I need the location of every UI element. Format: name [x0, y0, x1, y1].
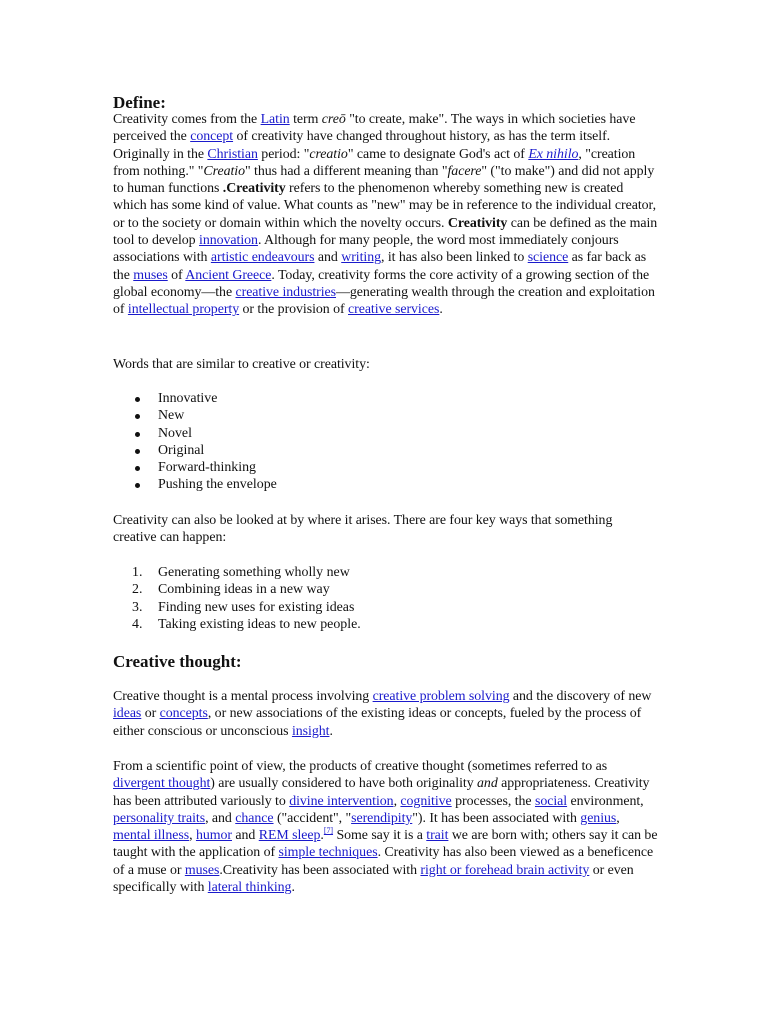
list-number: 3. [132, 599, 143, 615]
bold-text: Creativity [447, 215, 508, 231]
list-item [113, 581, 361, 598]
bold-text: .Creativity [222, 181, 286, 197]
list-item [113, 599, 361, 616]
list-item: New [113, 407, 277, 424]
list-item [113, 616, 361, 633]
link-concepts[interactable]: concepts [159, 706, 208, 722]
link-lateral-thinking[interactable]: lateral thinking [207, 880, 292, 896]
link-divergent-thought[interactable]: divergent thought [113, 776, 211, 792]
link-personality-traits[interactable]: personality traits [113, 810, 206, 826]
citation-superscript [324, 826, 333, 835]
creative-thought-paragraph-1: Creative thought is a mental process involving creative problem solving and the discovery of new ideas or concepts, or new associations of the existing ideas or concepts, fueled by the process of either conscious or unconscious insight. [113, 689, 652, 739]
four-ways-list [113, 564, 361, 633]
list-number: 2. [132, 582, 143, 598]
list-item-text: Taking existing ideas to new people. [158, 616, 361, 632]
similar-words-list [113, 390, 277, 494]
citation-link[interactable]: [7] [323, 826, 334, 836]
link-divine-intervention[interactable]: divine intervention [289, 793, 394, 809]
list-item: Original [113, 442, 277, 459]
define-heading: Define: [113, 93, 166, 112]
link-chance[interactable]: chance [235, 810, 274, 826]
link-creative-problem-solving[interactable]: creative problem solving [372, 689, 510, 704]
link-christian[interactable]: Christian [207, 146, 258, 162]
define-paragraph: Creativity comes from the Latin term creō "to create, make". The ways in which societies have perceived the concept of creativity have changed throughout history, as has the term itself. Originally in the Christian period: "creatio" came to designate God's act of Ex nihilo, "creation from nothing." "Creatio" thus had a different meaning than "facere" ("to make") and did not apply to human functions .Creativity refers to the phenomenon whereby something new is created which has some kind of value. What counts as "new" may be in reference to the individual creator, or to the society or domain within which the novelty occurs. Creativity can be defined as the main tool to develop innovation. Although for many people, the word most immediately conjours associations with artistic endeavours and writing, it has also been linked to science as far back as the muses of Ancient Greece. Today, creativity forms the core activity of a growing section of the global economy—the creative industries—generating wealth through the creation and exploitation of intellectual property or the provision of creative services. [113, 112, 658, 318]
document-page [113, 0, 661, 1024]
list-number: 1. [132, 565, 143, 580]
link-writing[interactable]: writing [341, 250, 381, 266]
creative-thought-paragraph-2: From a scientific point of view, the products of creative thought (sometimes referred to as divergent thought) are usually considered to have both originality and appropriateness. Creativity has been attributed variously to divine intervention, cognitive processes, the social environment, personality traits, and chance ("accident", "serendipity"). It has been associated with genius, mental illness, humor and REM sleep.[7] Some say it is a trait we are born with; others say it can be taught with the application of simple techniques. Creativity has also been viewed as a beneficence of a muse or muses.Creativity has been associated with right or forehead brain activity or even specifically with lateral thinking. [113, 759, 658, 896]
list-item: Pushing the envelope [113, 476, 277, 493]
italic-text: and [477, 776, 498, 792]
list-number: 4. [132, 616, 143, 632]
link-ideas[interactable]: ideas [113, 706, 142, 722]
list-item-text: Generating something wholly new [158, 565, 350, 580]
italic-text: creatio [309, 146, 348, 162]
link-science[interactable]: science [527, 250, 569, 266]
list-item: Forward-thinking [113, 459, 277, 476]
four-ways-intro: Creativity can also be looked at by where it arises. There are four key ways that something creative can happen: [113, 513, 613, 546]
link-right-or-forehead-brain-activity[interactable]: right or forehead brain activity [420, 862, 590, 878]
italic-text: creō [321, 112, 346, 127]
link-artistic-endeavours[interactable]: artistic endeavours [210, 250, 315, 266]
link-humor[interactable]: humor [195, 828, 232, 844]
creative-thought-heading: Creative thought: [113, 652, 242, 671]
link-creative-industries[interactable]: creative industries [235, 284, 336, 300]
italic-text: Creatio [203, 163, 245, 179]
list-item: Innovative [113, 390, 277, 407]
link-concept[interactable]: concept [190, 129, 234, 145]
link-innovation[interactable]: innovation [199, 233, 258, 249]
link-serendipity[interactable]: serendipity [351, 810, 413, 826]
link-social[interactable]: social [534, 793, 568, 809]
list-item-text: Finding new uses for existing ideas [158, 599, 355, 615]
list-item [113, 564, 361, 581]
link-trait[interactable]: trait [426, 828, 449, 844]
italic-text: facere [447, 163, 482, 179]
link-muses[interactable]: muses [133, 267, 168, 283]
link-mental-illness[interactable]: mental illness [113, 828, 190, 844]
list-item: Novel [113, 425, 277, 442]
list-item-text: Combining ideas in a new way [158, 582, 330, 598]
link-genius[interactable]: genius [580, 810, 617, 826]
link-ex-nihilo[interactable]: Ex nihilo [528, 146, 579, 162]
link-latin[interactable]: Latin [260, 112, 290, 127]
link-insight[interactable]: insight [291, 723, 330, 739]
similar-words-intro: Words that are similar to creative or creativity: [113, 357, 370, 372]
link-intellectual-property[interactable]: intellectual property [127, 302, 240, 318]
link-cognitive[interactable]: cognitive [400, 793, 452, 809]
link-rem-sleep[interactable]: REM sleep [258, 828, 321, 844]
link-creative-services[interactable]: creative services [348, 302, 440, 318]
link-ancient-greece[interactable]: Ancient Greece [185, 267, 272, 283]
link-simple-techniques[interactable]: simple techniques [278, 845, 378, 861]
link-muses[interactable]: muses [184, 862, 220, 878]
